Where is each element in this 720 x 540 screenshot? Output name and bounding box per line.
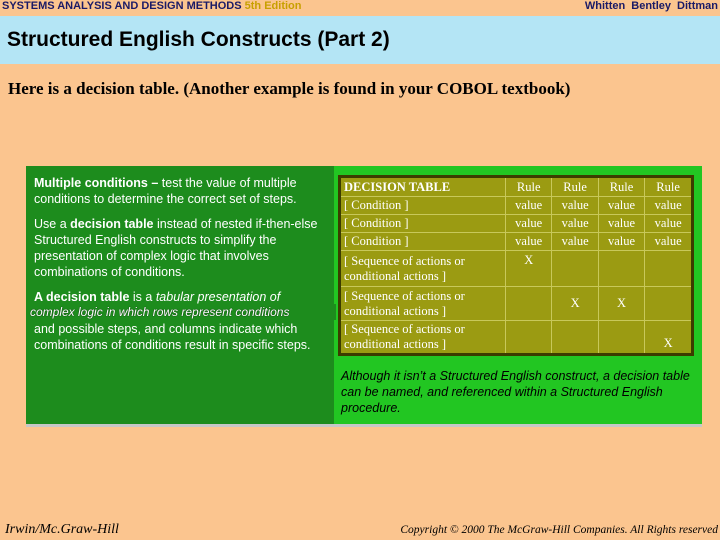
value-cell: value [552,215,598,233]
decision-table-note: Although it isn’t a Structured English construct, a decision table can be named, and referenced within a Structured English procedure. [341,369,690,415]
value-cell: value [598,197,644,215]
slide-title: Structured English Constructs (Part 2) [7,28,390,51]
value-cell: value [552,233,598,251]
condition-cell: [ Condition ] [340,215,506,233]
action-cell: [ Sequence of actions or conditional actions ] [340,287,506,321]
action-mark: X [645,321,693,355]
action-mark: X [598,287,644,321]
copyright: Copyright © 2000 The McGraw-Hill Companies. All Rights reserved [400,524,718,536]
action-mark: X [506,251,552,287]
table-row [340,251,693,287]
rule-header: Rule [552,177,598,197]
value-cell: value [598,233,644,251]
highlighted-phrase: complex logic in which rows represent conditions [28,304,336,320]
condition-cell: [ Condition ] [340,233,506,251]
table-row [340,215,693,233]
table-header: DECISION TABLE [340,177,506,197]
paragraph-multiple-conditions: Multiple conditions – test the value of multiple conditions to determine the correct set of steps. [34,176,297,206]
table-row [340,233,693,251]
authors: Whitten Bentley Dittman [584,0,718,12]
value-cell: value [552,197,598,215]
top-bar [0,0,720,16]
value-cell: value [598,215,644,233]
rule-header: Rule [598,177,644,197]
action-cell: [ Sequence of actions or conditional actions ] [340,321,506,355]
table-row [340,287,693,321]
slide-subtitle: Here is a decision table. (Another example is found in your COBOL textbook) [8,79,571,98]
condition-cell: [ Condition ] [340,197,506,215]
value-cell: value [645,233,693,251]
value-cell: value [645,215,693,233]
decision-table [338,175,694,356]
table-row [340,321,693,355]
rule-header: Rule [645,177,693,197]
paragraph-definition-rest: and possible steps, and columns indicate which combinations of conditions result in specific steps. [34,322,311,352]
action-mark: X [552,287,598,321]
panel-shadow [26,424,702,427]
paragraph-definition-line1: A decision table is a tabular presentation of [34,290,281,304]
value-cell: value [645,197,693,215]
value-cell: value [506,215,552,233]
table-row [340,197,693,215]
paragraph-use-decision-table: Use a decision table instead of nested if-then-else Structured English constructs to simplify the presentation of complex logic that involves combinations of conditions. [34,217,318,279]
title-bar [0,16,720,64]
publisher: Irwin/Mc.Graw-Hill [5,522,119,537]
value-cell: value [506,233,552,251]
rule-header: Rule [506,177,552,197]
course-title: SYSTEMS ANALYSIS AND DESIGN METHODS 5th Edition [2,0,302,12]
edition-label: 5th Edition [244,0,302,12]
table-row [340,177,693,197]
value-cell: value [506,197,552,215]
action-cell: [ Sequence of actions or conditional actions ] [340,251,506,287]
